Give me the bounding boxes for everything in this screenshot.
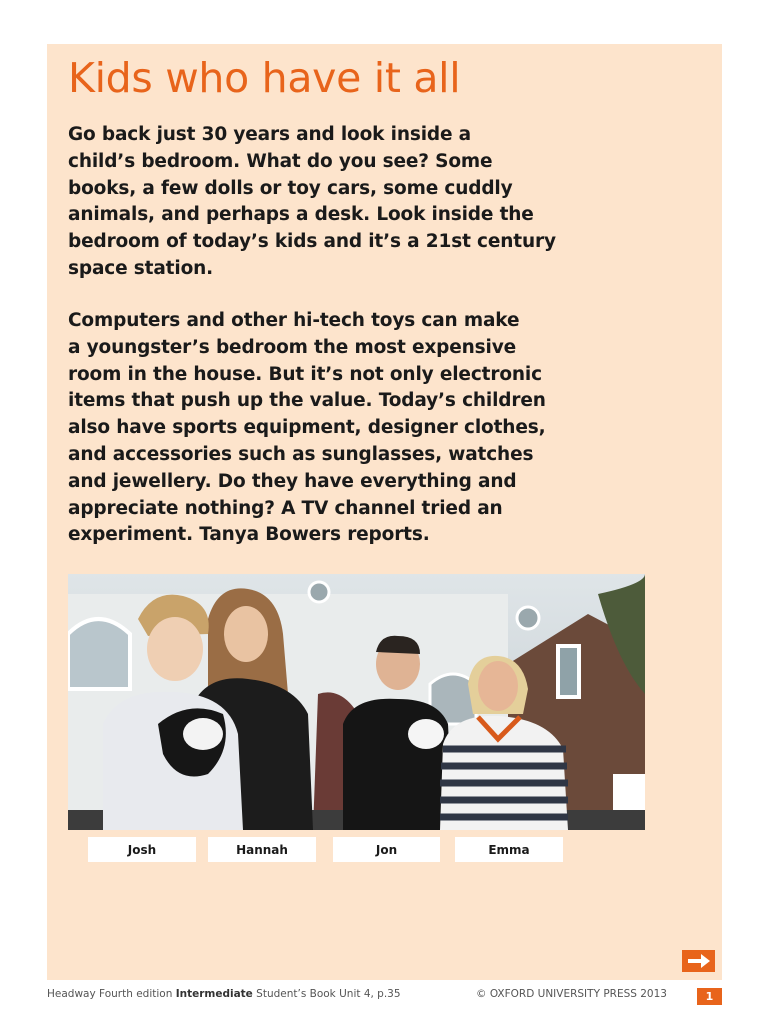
book-suffix: Student’s Book Unit 4, p.35 — [256, 988, 401, 1000]
intro-paragraph: Go back just 30 years and look inside a child’s bedroom. What do you see? Some books, a few dolls or toy cars, some cuddly animals, and perhaps a desk. Look inside the bedroom of today’s kids and it’s a 21st century space station. — [68, 124, 556, 279]
photo-label-josh: Josh — [88, 837, 196, 862]
photo-label-emma: Emma — [455, 837, 563, 862]
book-level: Intermediate — [175, 988, 253, 1000]
book-reference — [47, 988, 401, 1000]
book-prefix: Headway Fourth edition — [47, 988, 173, 1000]
copyright-notice: © OXFORD UNIVERSITY PRESS 2013 — [476, 988, 667, 1000]
photo-label-hannah: Hannah — [208, 837, 316, 862]
body-paragraph: Computers and other hi-tech toys can make a youngster’s bedroom the most expensive room in the house. But it’s not only electronic items that push up the value. Today’s children also have sports equipment, designer clothes, and accessories such as sunglasses, watches and jewellery. Do they have everything and appreciate nothing? A TV channel tried an experiment. Tanya Bowers reports. — [68, 310, 546, 546]
family-photo — [68, 574, 645, 830]
arrow-right-icon — [687, 954, 711, 968]
photo-label-jon: Jon — [333, 837, 440, 862]
page-number-badge: 1 — [697, 988, 722, 1005]
next-page-button[interactable] — [682, 950, 715, 972]
article-title: Kids who have it all — [68, 54, 461, 102]
